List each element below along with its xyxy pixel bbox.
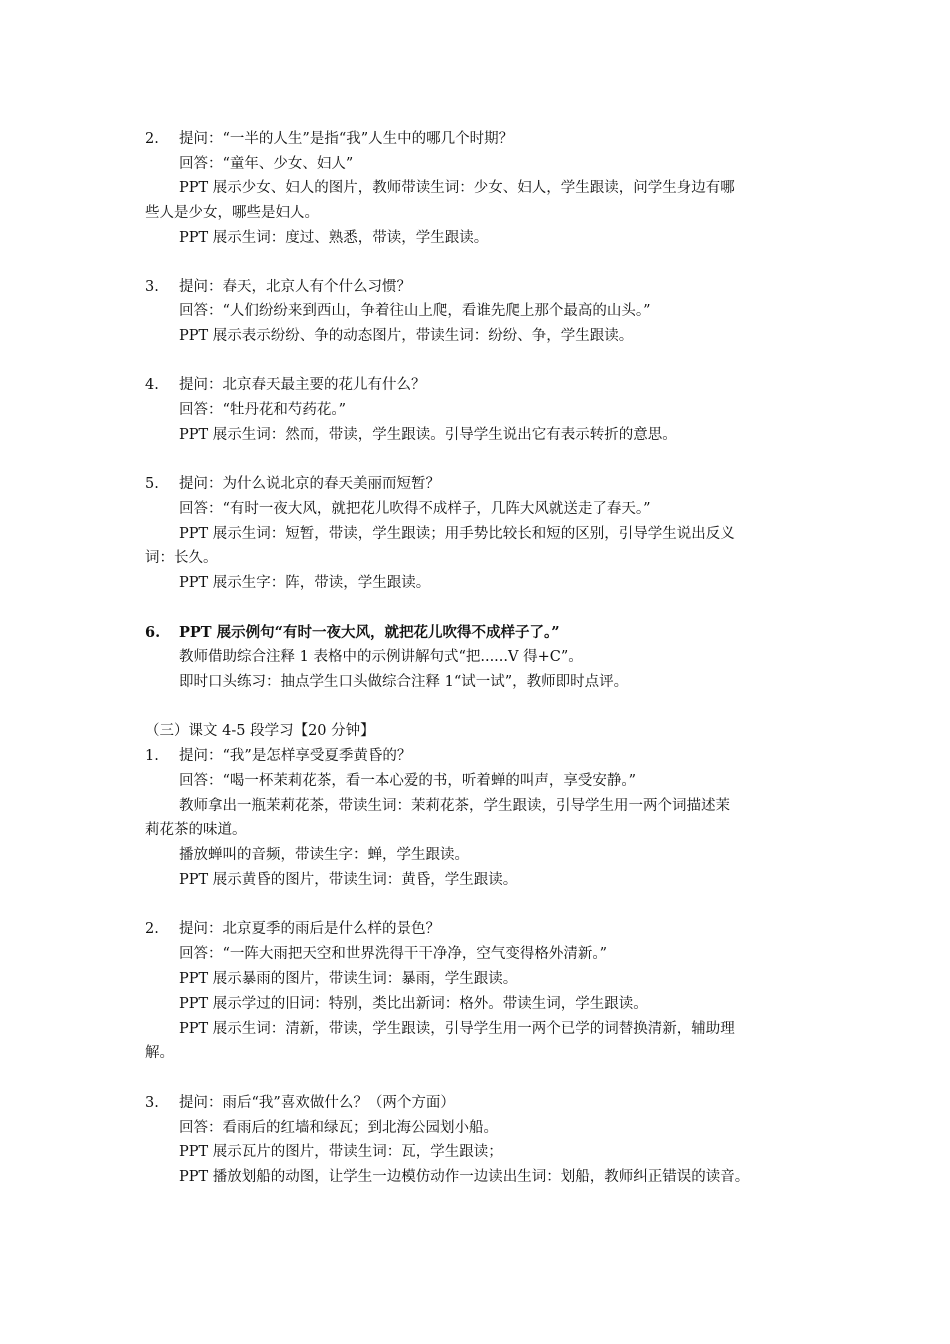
- question-text: 提问：春天，北京人有个什么习惯？: [179, 279, 411, 295]
- item-6-line-1: [145, 623, 815, 643]
- paragraph-text: PPT 展示黄昏的图片，带读生词：黄昏，学生跟读。: [179, 872, 518, 888]
- item-number: 1.: [145, 748, 159, 764]
- question-text: 提问：“一半的人生”是指“我”人生中的哪几个时期？: [179, 131, 514, 147]
- paragraph-text: 词：长久。: [145, 550, 218, 566]
- question-text: 提问：北京夏季的雨后是什么样的景色？: [179, 921, 440, 937]
- paragraph-text: PPT 展示生词：清新，带读，学生跟读，引导学生用一两个已学的词替换清新，辅助理: [179, 1021, 735, 1037]
- paragraph-text: PPT 展示生字：阵，带读，学生跟读。: [179, 575, 431, 591]
- section-item-2-line-1: [145, 919, 815, 939]
- example-sentence: PPT 展示例句“有时一夜大风，就把花儿吹得不成样子了。”: [179, 624, 560, 641]
- paragraph-text: PPT 展示瓦片的图片，带读生词：瓦，学生跟读；: [179, 1144, 503, 1160]
- item-5-line-1: [145, 474, 815, 494]
- paragraph-text: 即时口头练习：抽点学生口头做综合注释 1“试一试”，教师即时点评。: [179, 674, 629, 690]
- question-text: 提问：北京春天最主要的花儿有什么？: [179, 377, 426, 393]
- paragraph-text: 教师拿出一瓶茉莉花茶，带读生词：茉莉花茶，学生跟读，引导学生用一两个词描述茉: [179, 798, 730, 814]
- paragraph-text: PPT 展示生词：短暂，带读，学生跟读；用手势比较长和短的区别，引导学生说出反义: [179, 526, 735, 542]
- question-text: 提问：为什么说北京的春天美丽而短暂？: [179, 476, 440, 492]
- item-number: 3.: [145, 1095, 159, 1111]
- question-text: 提问：雨后“我”喜欢做什么？（两个方面）: [179, 1095, 455, 1111]
- answer-text: 回答：“人们纷纷来到西山，争着往山上爬，看谁先爬上那个最高的山头。”: [179, 303, 651, 319]
- section-item-1-line-1: [145, 746, 815, 766]
- paragraph-text: PPT 展示生词：度过、熟悉，带读，学生跟读。: [179, 230, 489, 246]
- answer-text: 回答：看雨后的红墙和绿瓦；到北海公园划小船。: [179, 1120, 498, 1136]
- paragraph-text: PPT 播放划船的动图，让学生一边模仿动作一边读出生词：划船，教师纠正错误的读音。: [179, 1169, 750, 1185]
- answer-text: 回答：“童年、少女、妇人”: [179, 156, 354, 172]
- item-number: 5.: [145, 476, 159, 492]
- item-number: 6.: [145, 624, 161, 641]
- item-2-line-1: [145, 129, 815, 149]
- paragraph-text: PPT 展示少女、妇人的图片，教师带读生词：少女、妇人，学生跟读，问学生身边有哪: [179, 180, 735, 196]
- paragraph-text: 些人是少女，哪些是妇人。: [145, 205, 319, 221]
- answer-text: 回答：“有时一夜大风，就把花儿吹得不成样子，几阵大风就送走了春天。”: [179, 501, 651, 517]
- section-heading: （三）课文 4-5 段学习【20 分钟】: [145, 723, 375, 739]
- answer-text: 回答：“一阵大雨把天空和世界洗得干干净净，空气变得格外清新。”: [179, 946, 608, 962]
- paragraph-text: PPT 展示表示纷纷、争的动态图片，带读生词：纷纷、争，学生跟读。: [179, 328, 634, 344]
- item-3-line-1: [145, 277, 815, 297]
- question-text: 提问：“我”是怎样享受夏季黄昏的？: [179, 748, 412, 764]
- paragraph-text: PPT 展示暴雨的图片，带读生词：暴雨，学生跟读。: [179, 971, 518, 987]
- answer-text: 回答：“牡丹花和芍药花。”: [179, 402, 347, 418]
- item-number: 4.: [145, 377, 159, 393]
- paragraph-text: 播放蝉叫的音频，带读生字：蝉，学生跟读。: [179, 847, 469, 863]
- paragraph-text: 莉花茶的味道。: [145, 822, 247, 838]
- paragraph-text: PPT 展示生词：然而，带读，学生跟读。引导学生说出它有表示转折的意思。: [179, 427, 677, 443]
- section-item-3-line-1: [145, 1093, 815, 1113]
- paragraph-text: PPT 展示学过的旧词：特别，类比出新词：格外。带读生词，学生跟读。: [179, 996, 648, 1012]
- item-number: 2.: [145, 921, 159, 937]
- item-number: 2.: [145, 131, 159, 147]
- answer-text: 回答：“喝一杯茉莉花茶，看一本心爱的书，听着蝉的叫声，享受安静。”: [179, 773, 637, 789]
- item-number: 3.: [145, 279, 159, 295]
- item-4-line-1: [145, 375, 815, 395]
- paragraph-text: 解。: [145, 1045, 174, 1061]
- paragraph-text: 教师借助综合注释 1 表格中的示例讲解句式“把......V 得+C”。: [179, 649, 583, 665]
